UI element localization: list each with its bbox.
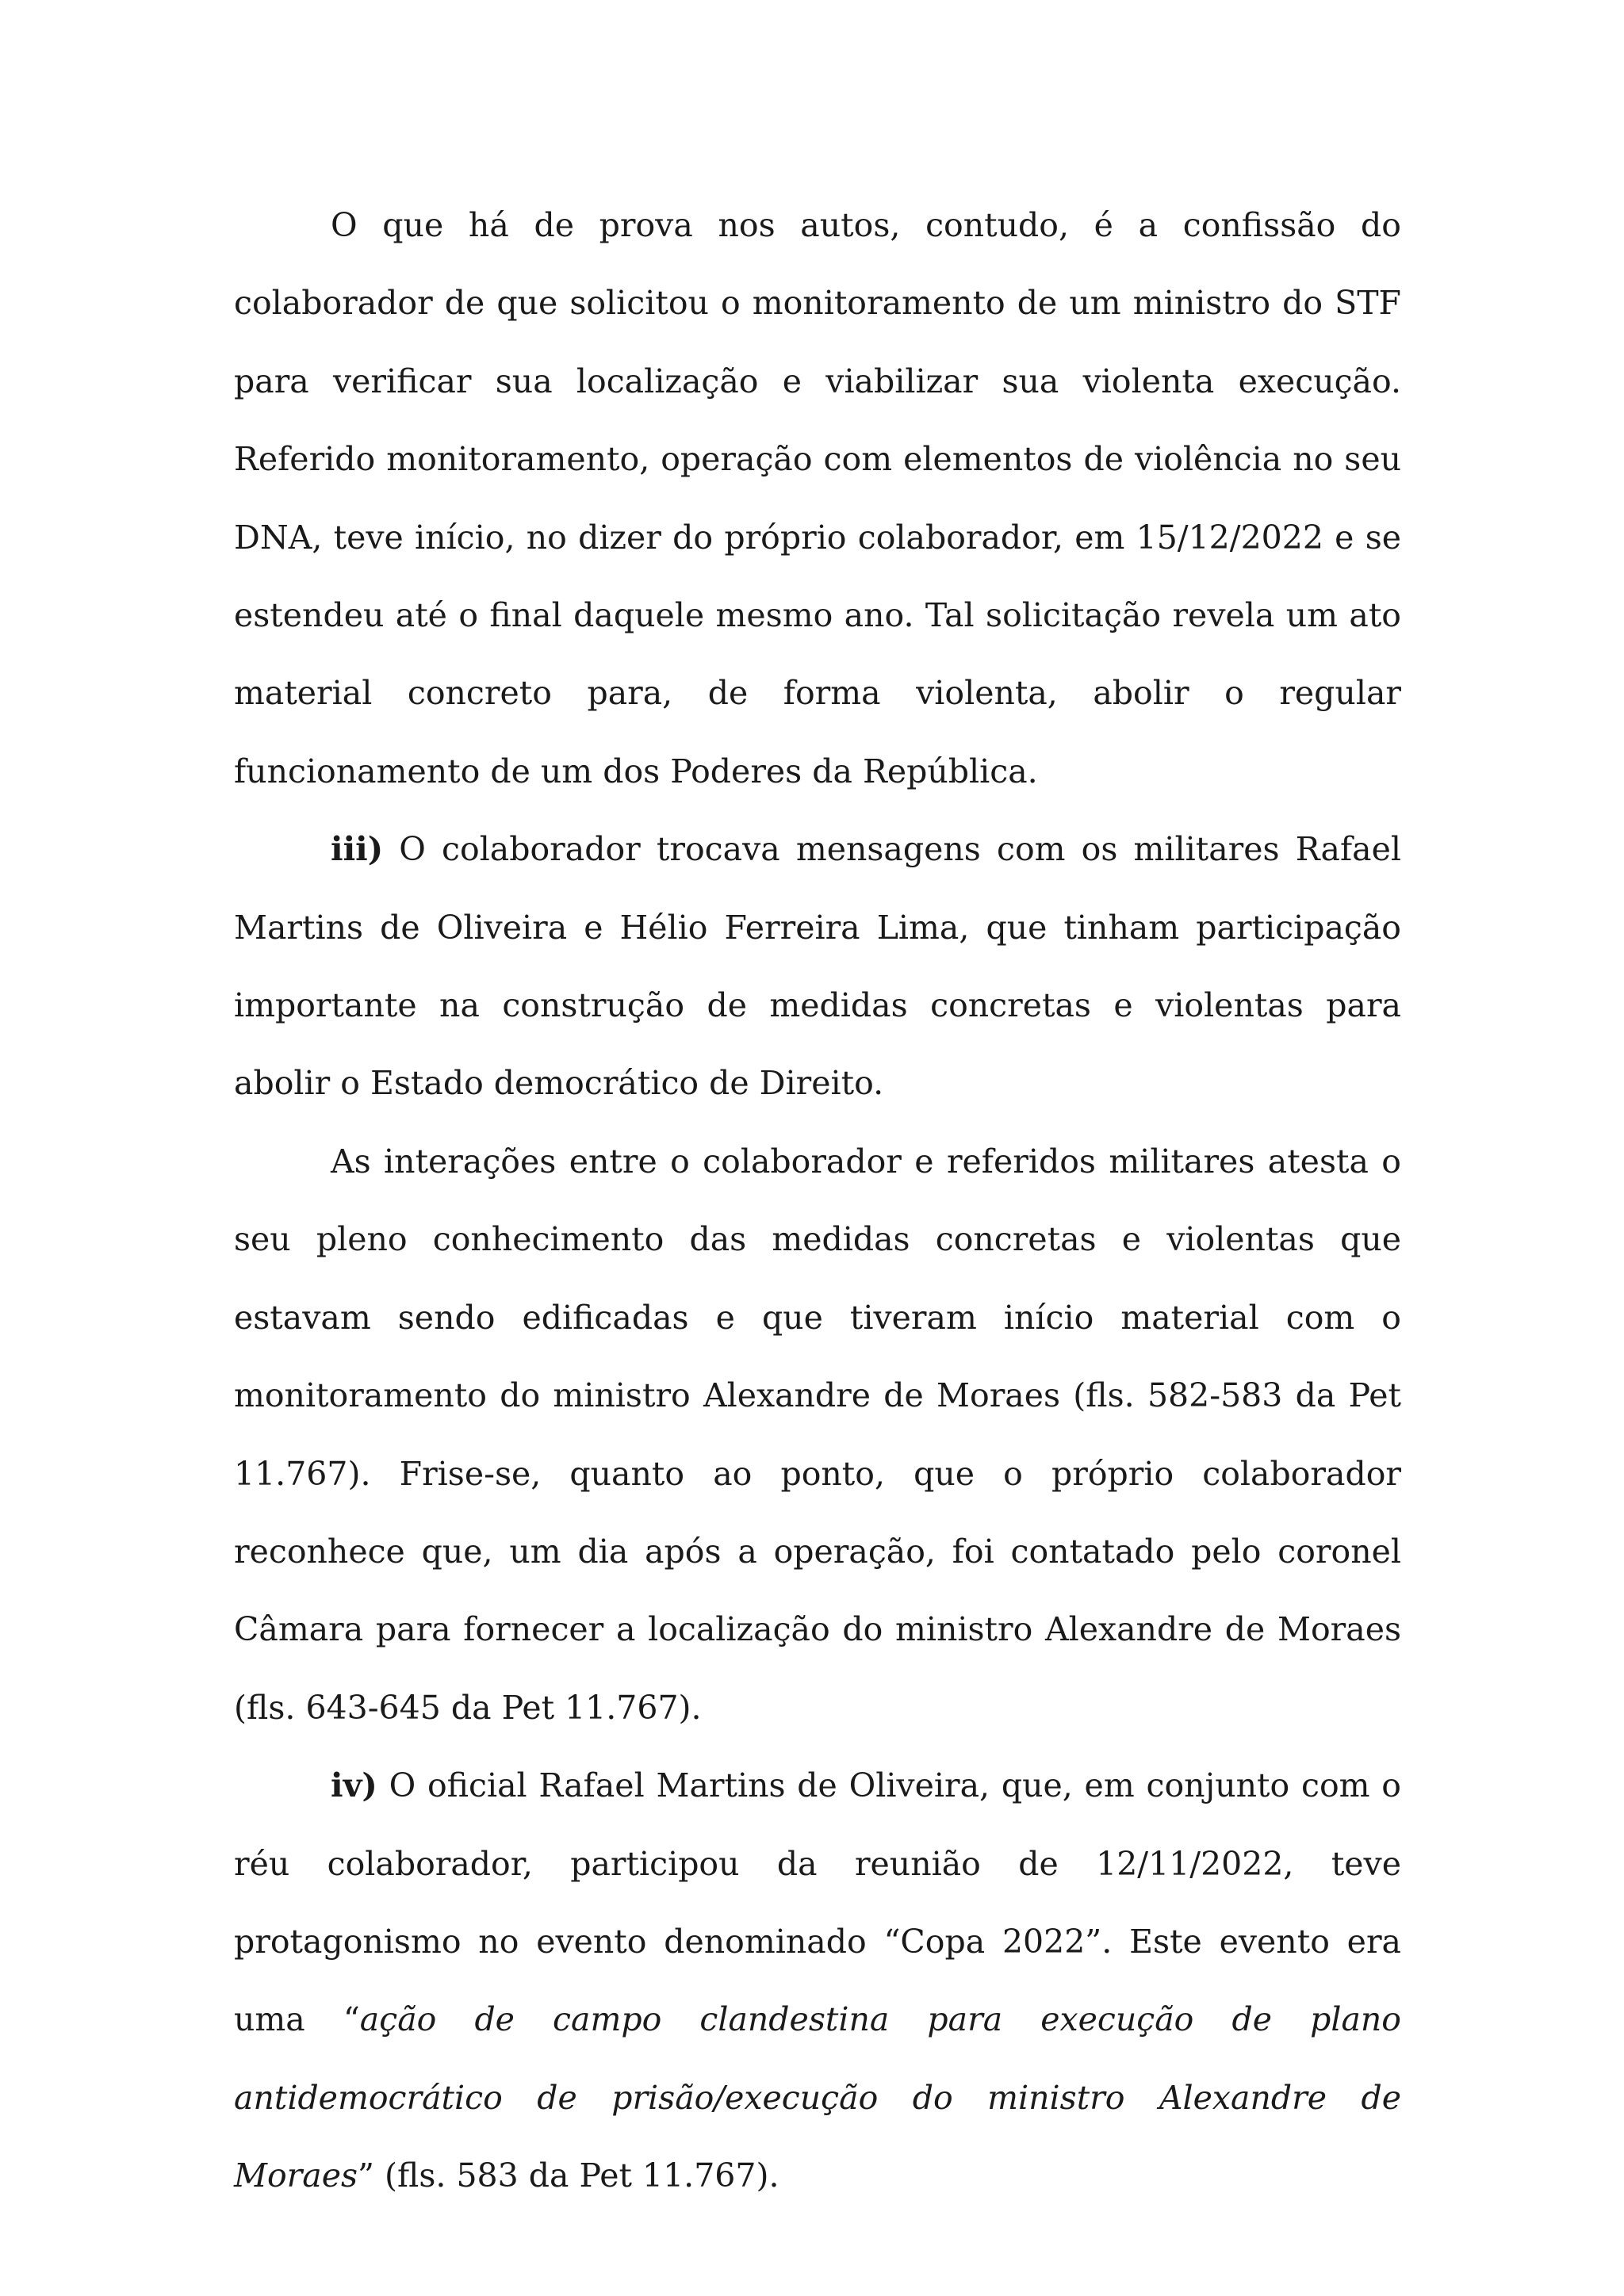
item-marker-iv: iv): [331, 1766, 377, 1805]
paragraph-1: [234, 186, 1401, 810]
paragraph-4-text-a: O oficial Rafael Martins de Oliveira, que, em conjunto com o réu colaborador, participou da reunião de 12/11/2022, teve protagonismo no evento denominado “Copa 2022”. Este evento era uma “: [234, 1766, 1401, 2039]
paragraph-4-quote: ação de campo clandestina para execução de plano antidemocrático de prisão/execução do ministro Alexandre de Moraes: [234, 2000, 1401, 2195]
paragraph-3: [234, 1123, 1401, 1747]
paragraph-2: [234, 810, 1401, 1123]
paragraph-1-text: O que há de prova nos autos, contudo, é a confissão do colaborador de que solicitou o monitoramento de um ministro do STF para verificar sua localização e viabilizar sua violenta execução. Referido monitoramento, operação com elementos de violência no seu DNA, teve início, no dizer do próprio colaborador, em 15/12/2022 e se estendeu até o final daquele mesmo ano. Tal solicitação revela um ato material concreto para, de forma violenta, abolir o regular funcionamento de um dos Poderes da República.: [234, 206, 1401, 790]
paragraph-3-text: As interações entre o colaborador e referidos militares atesta o seu pleno conhecimento das medidas concretas e violentas que estavam sendo edificadas e que tiveram início material com o monitoramento do ministro Alexandre de Moraes (fls. 582-583 da Pet 11.767). Frise-se, quanto ao ponto, que o próprio colaborador reconhece que, um dia após a operação, foi contatado pelo coronel Câmara para fornecer a localização do ministro Alexandre de Moraes (fls. 643-645 da Pet 11.767).: [234, 1142, 1401, 1727]
paragraph-4-text-b: ” (fls. 583 da Pet 11.767).: [358, 2156, 779, 2195]
item-marker-iii: iii): [331, 830, 384, 869]
body-text: [234, 186, 1401, 2215]
paragraph-2-text: O colaborador trocava mensagens com os militares Rafael Martins de Oliveira e Hélio Ferreira Lima, que tinham participação importante na construção de medidas concretas e violentas para abolir o Estado democrático de Direito.: [234, 830, 1401, 1103]
paragraph-4: [234, 1747, 1401, 2214]
